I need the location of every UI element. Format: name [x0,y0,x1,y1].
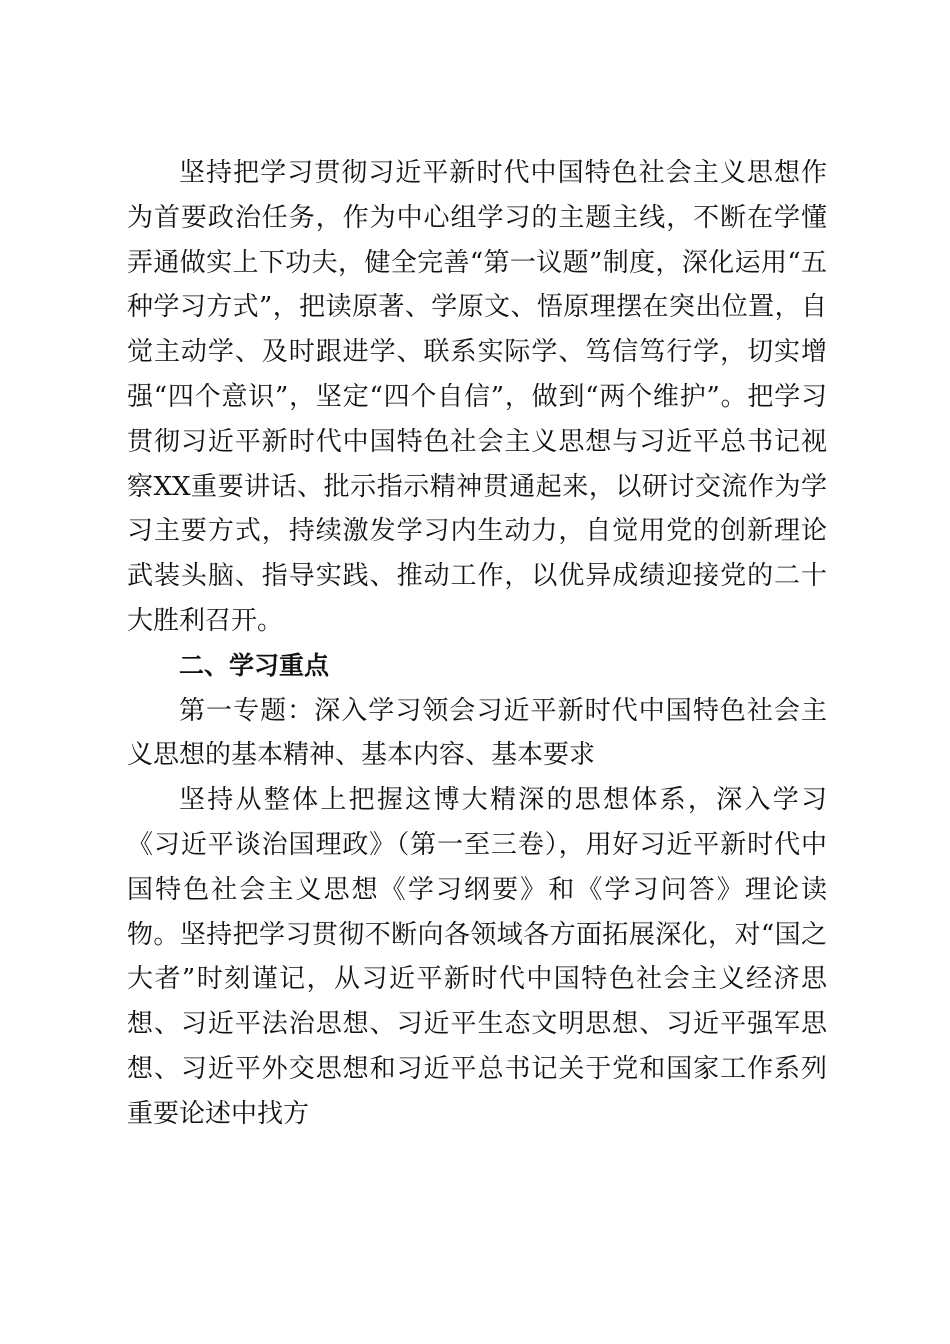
document-body [127,151,827,1137]
section-heading-study-focus: 二、学习重点 [179,650,330,680]
paragraph-topic-one-body: 坚持从整体上把握这博大精深的思想体系，深入学习《习近平谈治国理政》（第一至三卷），用好习近平新时代中国特色社会主义思想《学习纲要》和《学习问答》理论读物。坚持把学习贯彻不断向各领域各方面拓展深化，对“国之大者”时刻谨记，从习近平新时代中国特色社会主义经济思想、习近平法治思想、习近平生态文明思想、习近平强军思想、习近平外交思想和习近平总书记关于党和国家工作系列重要论述中找方 [127,785,827,1129]
paragraph-topic-one-title: 第一专题：深入学习领会习近平新时代中国特色社会主义思想的基本精神、基本内容、基本要求 [127,695,827,771]
paragraph-study-principle: 坚持把学习贯彻习近平新时代中国特色社会主义思想作为首要政治任务，作为中心组学习的主题主线，不断在学懂弄通做实上下功夫，健全完善“第一议题”制度，深化运用“五种学习方式”，把读原著、学原文、悟原理摆在突出位置，自觉主动学、及时跟进学、联系实际学、笃信笃行学，切实增强“四个意识”，坚定“四个自信”，做到“两个维护”。把学习贯彻习近平新时代中国特色社会主义思想与习近平总书记视察XX重要讲话、批示指示精神贯通起来，以研讨交流作为学习主要方式，持续激发学习内生动力，自觉用党的创新理论武装头脑、指导实践、推动工作，以优异成绩迎接党的二十大胜利召开。 [127,158,827,636]
